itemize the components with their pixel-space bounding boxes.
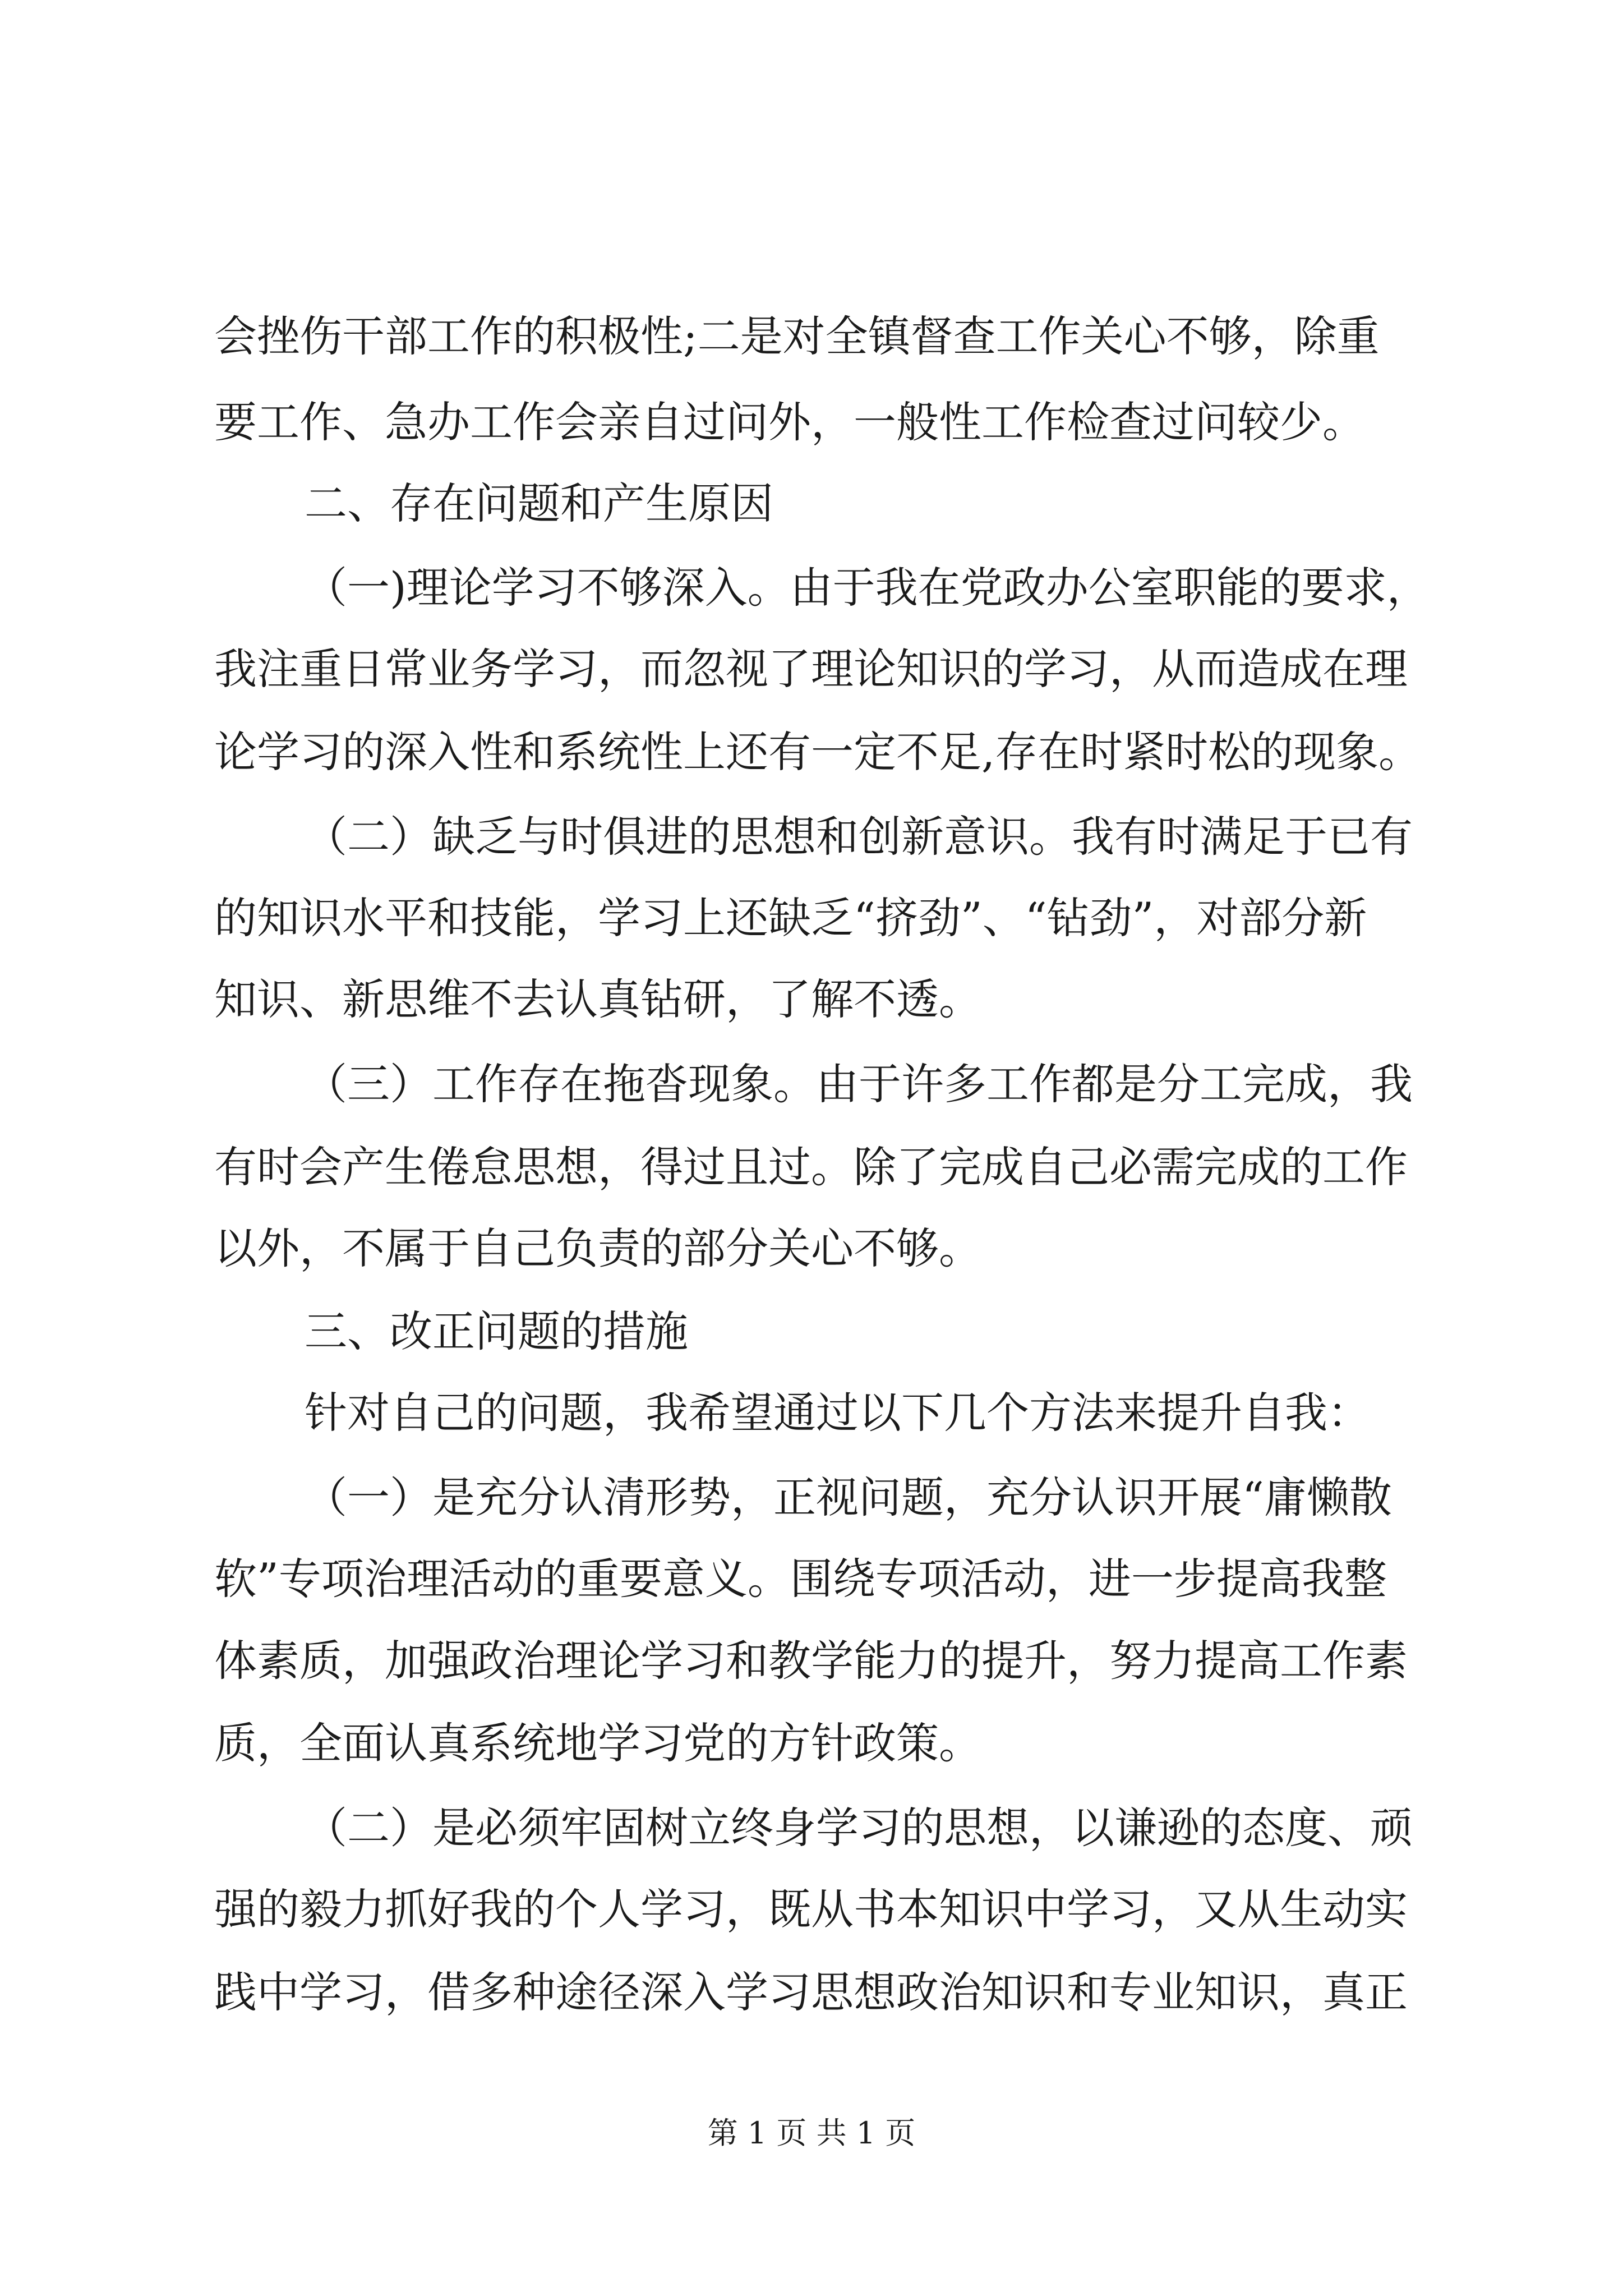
page-footer: 第 1 页 共 1 页 bbox=[707, 2115, 916, 2151]
text-line: 质，全面认真系统地学习党的方针政策。 bbox=[214, 1718, 981, 1768]
section-heading: 二、存在问题和产生原因 bbox=[305, 478, 773, 528]
text-line: 我注重日常业务学习，而忽视了理论知识的学习，从而造成在理 bbox=[214, 644, 1408, 694]
text-line: 践中学习，借多种途径深入学习思想政治知识和专业知识，真正 bbox=[214, 1967, 1408, 2017]
text-line: （一)理论学习不够深入。由于我在党政办公室职能的要求， bbox=[305, 563, 1430, 613]
text-line: 以外，不属于自己负责的部分关心不够。 bbox=[214, 1223, 981, 1273]
text-line: 知识、新思维不去认真钻研，了解不透。 bbox=[214, 974, 981, 1024]
text-line: 针对自己的问题，我希望通过以下几个方法来提升自我： bbox=[305, 1388, 1370, 1438]
text-line: （二）缺乏与时俱进的思想和创新意识。我有时满足于已有 bbox=[305, 812, 1413, 862]
text-line: （二）是必须牢固树立终身学习的思想，以谦逊的态度、顽 bbox=[305, 1803, 1413, 1853]
text-line: （一）是充分认清形势，正视问题，充分认识开展“庸懒散 bbox=[305, 1473, 1392, 1522]
text-line: 会挫伤干部工作的积极性;二是对全镇督查工作关心不够，除重 bbox=[214, 311, 1380, 361]
text-line: 的知识水平和技能，学习上还缺乏“挤劲”、“钻劲”，对部分新 bbox=[214, 893, 1367, 943]
text-line: 有时会产生倦怠思想，得过且过。除了完成自己必需完成的工作 bbox=[214, 1142, 1408, 1192]
text-line: 强的毅力抓好我的个人学习，既从书本知识中学习，又从生动实 bbox=[214, 1884, 1408, 1934]
section-heading: 三、改正问题的措施 bbox=[305, 1306, 688, 1356]
text-line: 软”专项治理活动的重要意义。围绕专项活动，进一步提高我整 bbox=[214, 1554, 1387, 1604]
text-line: 要工作、急办工作会亲自过问外，一般性工作检查过问较少。 bbox=[214, 397, 1365, 447]
text-line: 论学习的深入性和系统性上还有一定不足,存在时紧时松的现象。 bbox=[214, 727, 1422, 777]
text-line: 体素质，加强政治理论学习和教学能力的提升，努力提高工作素 bbox=[214, 1636, 1408, 1686]
text-line: （三）工作存在拖沓现象。由于许多工作都是分工完成，我 bbox=[305, 1059, 1413, 1109]
